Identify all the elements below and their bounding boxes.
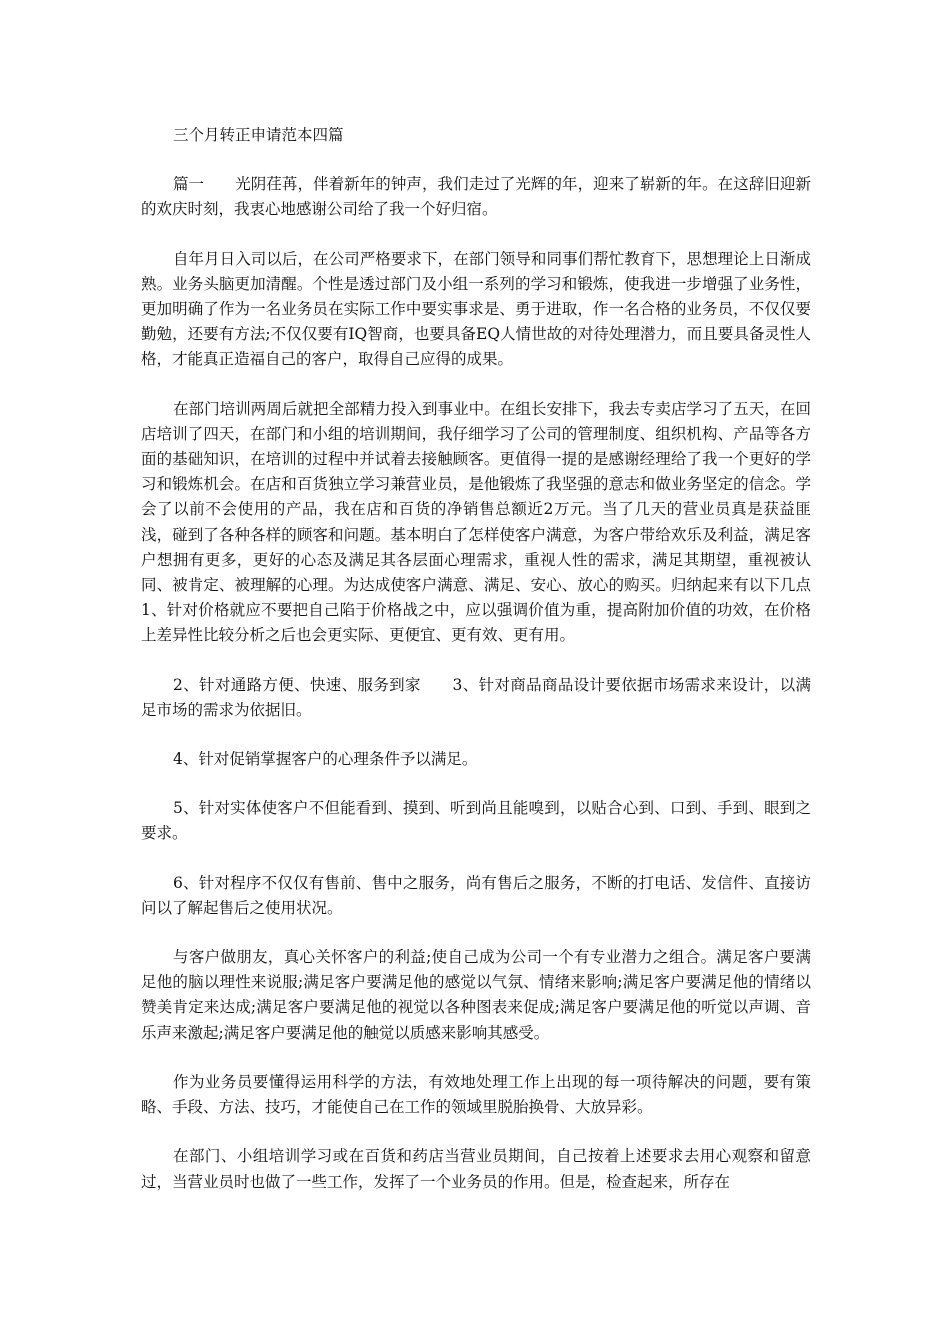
paragraph-5: 4、针对促销掌握客户的心理条件予以满足。 (173, 750, 478, 769)
paragraph-10: 在部门、小组培训学习或在百货和药店当营业员期间，自己按着上述要求去用心观察和留意过，当营业员时也做了一些工作，发挥了一个业务员的作用。但是，检查起来，所存在 (141, 1147, 811, 1191)
paragraph-1: 篇一 光阴荏苒，伴着新年的钟声，我们走过了光辉的年，迎来了崭新的年。在这辞旧迎新的欢庆时刻，我衷心地感谢公司给了我一个好归宿。 (141, 175, 811, 219)
document-title: 三个月转正申请范本四篇 (173, 126, 344, 144)
paragraph-2: 自年月日入司以后，在公司严格要求下，在部门领导和同事们帮忙教育下，思想理论上日渐成熟。业务头脑更加清醒。个性是透过部门及小组一系列的学习和锻炼，使我进一步增强了业务性，更加明确了作为一名业务员在实际工作中要实事求是、勇于进取，作一名合格的业务员，不仅仅要勤勉，还要有方法;不仅仅要有IQ智商，也要具备EQ人情世故的对待处理潜力，而且要具备灵性人格，才能真正造福自己的客户，取得自己应得的成果。 (141, 249, 811, 369)
paragraph-3: 在部门培训两周后就把全部精力投入到事业中。在组长安排下，我去专卖店学习了五天，在回店培训了四天，在部门和小组的培训期间，我仔细学习了公司的管理制度、组织机构、产品等各方面的基础知识，在培训的过程中并试着去接触顾客。更值得一提的是感谢经理给了我一个更好的学习和锻炼机会。在店和百货独立学习兼营业员，是他锻炼了我坚强的意志和做业务坚定的信念。学会了以前不会使用的产品，我在店和百货的净销售总额近2万元。当了几天的营业员真是获益匪浅，碰到了各种各样的顾客和问题。基本明白了怎样使客户满意，为客户带给欢乐及利益，满足客户想拥有更多，更好的心态及满足其各层面心理需求，重视人性的需求，满足其期望，重视被认同、被肯定、被理解的心理。为达成使客户满意、满足、安心、放心的购买。归纳起来有以下几点 1、针对价格就应不要把自己陷于价格战之中，应以强调价值为重，提高附加价值的功效，在价格上差异性比较分析之后也会更实际、更便宜、更有效、更有用。 (141, 399, 843, 645)
paragraph-9: 作为业务员要懂得运用科学的方法，有效地处理工作上出现的每一项待解决的问题，要有策略、手段、方法、技巧，才能使自己在工作的领域里脱胎换骨、大放异彩。 (141, 1072, 811, 1117)
document-body (141, 123, 843, 1195)
paragraph-6: 5、针对实体使客户不但能看到、摸到、听到尚且能嗅到，以贴合心到、口到、手到、眼到之要求。 (141, 799, 811, 843)
paragraph-4: 2、针对通路方便、快速、服务到家 3、针对商品商品设计要依据市场需求来设计，以满足市场的需求为依据旧。 (141, 675, 811, 719)
paragraph-7: 6、针对程序不仅仅有售前、售中之服务，尚有售后之服务，不断的打电话、发信件、直接访问以了解起售后之使用状况。 (141, 873, 811, 917)
paragraph-8: 与客户做朋友，真心关怀客户的利益;使自己成为公司一个有专业潜力之组合。满足客户要满足他的脑以理性来说服;满足客户要满足他的感觉以气氛、情绪来影响;满足客户要满足他的情绪以赞美肯定来达成;满足客户要满足他的视觉以各种图表来促成;满足客户要满足他的听觉以声调、音乐声来激起;满足客户要满足他的触觉以质感来影响其感受。 (141, 948, 811, 1042)
